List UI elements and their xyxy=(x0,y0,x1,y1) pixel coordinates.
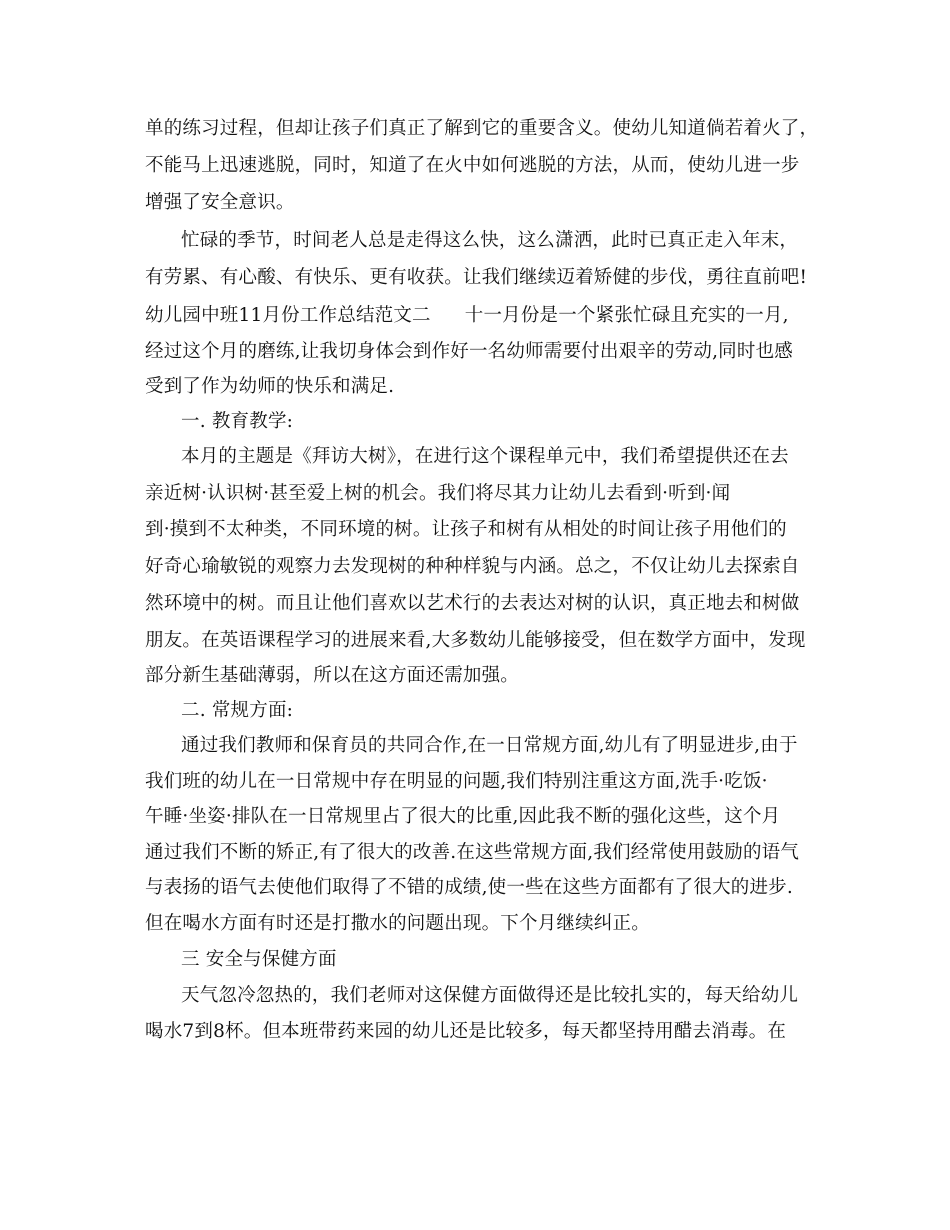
paragraph-first-line: 通过我们教师和保育员的共同合作,在一日常规方面,幼儿有了明显进步,由于 xyxy=(181,735,798,756)
text-line: 与表扬的语气去使他们取得了不错的成绩,使一些在这些方面都有了很大的进步. xyxy=(145,877,793,898)
text-line: 然环境中的树。而且让他们喜欢以艺术行的去表达对树的认识，真正地去和树做 xyxy=(145,593,800,614)
subtitle-line xyxy=(145,304,789,328)
text-line: 我们班的幼儿在一日常规中存在明显的问题,我们特别注重这方面,洗手·吃饭· xyxy=(145,771,768,792)
text-line: 好奇心瑜敏锐的观察力去发现树的种种样貌与内涵。总之，不仅让幼儿去探索自 xyxy=(145,556,800,577)
text-line: 受到了作为幼师的快乐和满足. xyxy=(145,376,395,397)
paragraph-first-line: 忙碌的季节，时间老人总是走得这么快，这么潇洒，此时已真正走入年末， xyxy=(181,230,799,251)
text-line: 单的练习过程，但却让孩子们真正了解到它的重要含义。使幼儿知道倘若着火了， xyxy=(145,118,819,139)
text-line: 午睡·坐姿·排队在一日常规里占了很大的比重,因此我不断的强化这些，这个月 xyxy=(145,806,781,827)
section-heading: 三 安全与保健方面 xyxy=(181,949,337,970)
paragraph-first-line: 本月的主题是《拜访大树》，在进行这个课程单元中，我们希望提供还在去 xyxy=(181,446,789,467)
text-line: 增强了安全意识。 xyxy=(145,192,295,213)
text-line: 到·摸到不太种类，不同环境的树。让孩子和树有从相处的时间让孩子用他们的 xyxy=(145,519,787,540)
text-line: 有劳累、有心酸、有快乐、更有收获。让我们继续迈着矫健的步伐，勇往直前吧! xyxy=(145,267,808,288)
text-line: 通过我们不断的矫正,有了很大的改善.在这些常规方面,我们经常使用鼓励的语气 xyxy=(145,842,800,863)
section-heading: 二. 常规方面: xyxy=(181,700,294,721)
paragraph-first-line: 天气忽冷忽热的，我们老师对这保健方面做得还是比较扎实的，每天给幼儿 xyxy=(181,985,799,1006)
text-line: 但在喝水方面有时还是打撒水的问题出现。下个月继续纠正。 xyxy=(145,913,650,934)
text-line: 经过这个月的磨练,让我切身体会到作好一名幼师需要付出艰辛的劳动,同时也感 xyxy=(145,341,793,362)
text-line: 部分新生基础薄弱，所以在这方面还需加强。 xyxy=(145,665,520,686)
text-line: 喝水7到8杯。但本班带药来园的幼儿还是比较多，每天都坚持用醋去消毒。在 xyxy=(145,1021,787,1042)
section-title: 幼儿园中班11月份工作总结范文二 xyxy=(145,305,431,326)
text-line: 朋友。在英语课程学习的进展来看,大多数幼儿能够接受，但在数学方面中，发现 xyxy=(145,630,806,651)
text-line: 十一月份是一个紧张忙碌且充实的一月, xyxy=(464,305,789,326)
text-line: 不能马上迅速逃脱，同时，知道了在火中如何逃脱的方法，从而，使幼儿进一步 xyxy=(145,155,800,176)
text-line: 亲近树·认识树·甚至爱上树的机会。我们将尽其力让幼儿去看到·听到·闻 xyxy=(145,483,731,504)
section-heading: 一. 教育教学: xyxy=(181,411,294,432)
